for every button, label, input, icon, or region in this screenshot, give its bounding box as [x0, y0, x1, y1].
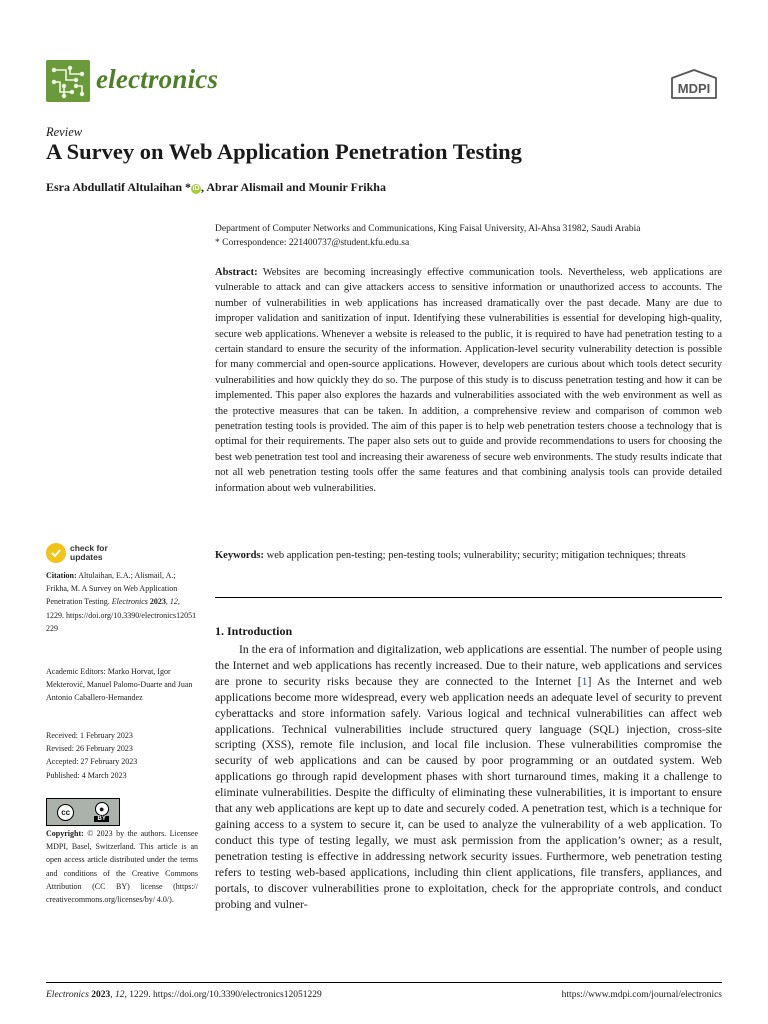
footer-citation: Electronics 2023, 12, 1229. https://doi.org/10.3390/electronics12051229 [46, 990, 322, 1000]
journal-name: electronics [96, 64, 219, 94]
check-updates-icon [46, 543, 66, 563]
first-author[interactable]: Esra Abdullatif Altulaihan * [46, 180, 192, 194]
citation-block: Citation: Altulaihan, E.A.; Alismail, A.; Frikha, M. A Survey on Web Application Penetration Testing. Electronics 2023, 12, 1229. https://doi.org/10.3390/electronics12051229 [46, 571, 197, 633]
citation-label: Citation: [46, 571, 77, 580]
mdpi-logo [666, 68, 722, 102]
cc-by-license-badge[interactable] [46, 798, 120, 826]
citation-journal: Electronics [111, 597, 148, 607]
copyright-block [46, 827, 198, 906]
by-icon [94, 802, 108, 822]
affiliation-block [215, 222, 722, 250]
footer-journal-url[interactable]: https://www.mdpi.com/journal/electronics [561, 990, 722, 1000]
updates-line2: updates [70, 552, 103, 562]
other-authors: , Abrar Alismail and Mounir Frikha [201, 180, 386, 194]
authors [46, 180, 386, 195]
accepted-date: Accepted: 27 February 2023 [46, 757, 138, 767]
orcid-icon[interactable]: iD [192, 185, 200, 192]
published-date: Published: 4 March 2023 [46, 770, 127, 780]
updates-line1: check for [70, 543, 108, 553]
cc-icon: cc [57, 804, 74, 821]
introduction-body [215, 642, 722, 912]
dates-block [46, 729, 198, 782]
received-date: Received: 1 February 2023 [46, 731, 133, 740]
citation-text: Altulaihan, E.A.; Alismail, A.; Frikha, M. A Survey on Web Application Penetration Testing. [46, 571, 178, 607]
introduction-paragraph [215, 642, 722, 912]
copyright-text: © 2023 by the authors. Licensee MDPI, Basel, Switzerland. This article is an open access article distributed under the terms and conditions of the Creative Commons Attribution (CC BY) license (https:// creativecommons.org/licenses/by/ 4.0/). [46, 829, 199, 905]
paper-title: A Survey on Web Application Penetration Testing [46, 139, 522, 164]
abstract-label: Abstract: [215, 267, 258, 278]
footer-journal: Electronics [46, 990, 89, 1000]
footer-year: 2023 [91, 990, 111, 1000]
abstract-text: Websites are becoming increasingly effective communication tools. Nevertheless, web applications are vulnerable to attack and can give attackers access to sensitive information or unauthorized access to accounts. The number of vulnerabilities in web applications has increased dramatically over the past decade. Many are due to improper validation and sanitization of input. Identifying these vulnerabilities is essential for developing high-quality, secure web applications. Whenever a website is released to the public, it is required to have had penetration testing to a certain standard to ensure the security of the information. Application-level security vulnerability detection is possible for many commercial and open-source applications. However, developers are curious about which tools detect security vulnerabilities and how quickly they do so. The purpose of this study is to discuss penetration testing and how it can be implemented. This paper also explores the hazards and vulnerabilities associated with the web environment as well as the protective measures that can be taken. In addition, a comprehensive review and comparison of common web penetration testing tools is provided. The aim of this paper is to help web penetration testers choose a technology that is optimal for their requirements. The paper also sets out to guide and provide recommendations to users for choosing the best web penetration test tool and increasing their awareness of secure web environments. The study results indicate that not all web penetration testing tools offer the same features and that combining analysis tools can provide detailed information about web vulnerabilities. [215, 267, 722, 494]
keywords-label: Keywords: [215, 550, 264, 561]
journal-circuit-icon [46, 60, 90, 102]
person-icon: ● [95, 802, 109, 816]
citation-doi-link[interactable]: https://doi.org/10.3390/electronics12051229 [46, 610, 197, 633]
correspondence: * Correspondence: 221400737@student.kfu.edu.sa [215, 238, 410, 248]
check-updates-label [70, 544, 108, 562]
publisher-name: MDPI [677, 81, 711, 96]
check-for-updates-button[interactable] [46, 543, 108, 563]
journal-logo [46, 60, 90, 102]
footer-doi[interactable]: , 1229. https://doi.org/10.3390/electronics12051229 [124, 990, 322, 1000]
footer-volume: 12 [115, 990, 125, 1000]
affiliation: Department of Computer Networks and Communications, King Faisal University, Al-Ahsa 31982, Saudi Arabia [215, 224, 641, 234]
intro-text-start: In the era of information and digitalization, web applications are essential. The number of people using the Internet and web applications has recently increased. Due to their nature, web applications and services are prone to security risks because they are connected to the Internet [ [215, 643, 722, 688]
footer-divider [46, 982, 722, 983]
copyright-label: Copyright: [46, 829, 84, 838]
section-heading: 1. Introduction [215, 624, 293, 638]
abstract [215, 265, 722, 496]
academic-editors [46, 665, 198, 705]
citation-volume: 12 [169, 597, 178, 607]
intro-text-rest: ] As the Internet and web applications become more widespread, every web application needs an adequate level of security to prevent cyberattacks and store information safely. Various logical and technical vulnerabilities can affect web applications. Technical vulnerabilities include structured query language (SQL) injection, cross-site scripting (XSS), remote file inclusion, and local file inclusion. These vulnerabilities compromise the security of web applications and can be caused by poor programming or an outdated system. Web applications go through rapid development phases with short turnaround times, making it a challenge to eliminate vulnerabilities. Despite the difficulty of eliminating these vulnerabilities, it is important to ensure that any web applications are kept up to date and securely coded. A penetration test, which is a technique for gaining access to a system to secure it, can be used to analyze the vulnerability of a web application. To conduct this type of testing legally, we must ask permission from the application’s owner; as a result, penetration testing is effective in addressing network security issues. Furthermore, web penetration testing refers to testing web-based applications, including thin client applications, file transfers, appliances, and portals, to discover vulnerabilities prone to exploitation, check for the appropriate controls, and conduct probing and vulner- [215, 674, 722, 911]
editors-names: Marko Horvat, Igor Mekterović, Manuel Palomo-Duarte and Juan Antonio Caballero-Hernandez [46, 667, 193, 703]
section-divider [215, 597, 722, 598]
keywords-text: web application pen-testing; pen-testing tools; vulnerability; security; mitigation techniques; threats [266, 550, 686, 561]
keywords [215, 548, 722, 563]
article-type: Review [46, 125, 83, 139]
revised-date: Revised: 26 February 2023 [46, 744, 133, 754]
citation-year: 2023 [149, 597, 166, 607]
by-label: BY [94, 816, 108, 822]
citation-pages: , 1229. [46, 597, 180, 620]
citation-link[interactable]: 1 [581, 674, 588, 688]
editors-label: Academic Editors: [46, 667, 106, 676]
